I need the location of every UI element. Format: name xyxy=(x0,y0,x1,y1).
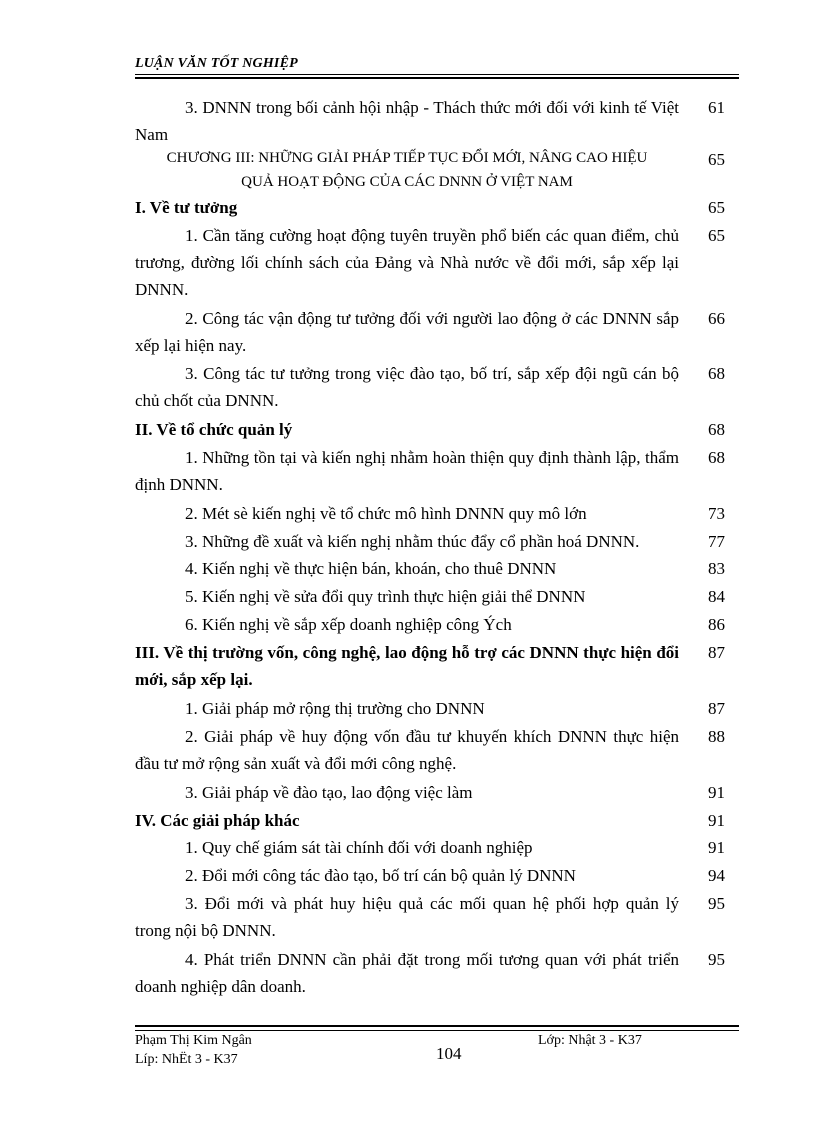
toc-entry-text: 4. Kiến nghị về thực hiện bán, khoán, cho thuê DNNN xyxy=(185,559,557,578)
toc-entry-page: 88 xyxy=(708,727,725,746)
toc-entry-page: 94 xyxy=(708,866,725,885)
toc-entry-page: 61 xyxy=(708,98,725,117)
toc-chapter-heading[interactable] xyxy=(135,146,725,194)
header-rule-thin xyxy=(135,74,739,75)
footer-class-right: Lớp: Nhật 3 - K37 xyxy=(538,1033,642,1048)
toc-entry-text: 2. Công tác vận động tư tưởng đối với người lao động ở các DNNN sắp xếp lại hiện nay. xyxy=(135,309,679,355)
toc-section-heading[interactable] xyxy=(135,639,725,693)
toc-entry-page: 86 xyxy=(708,615,725,634)
toc-entry-page: 95 xyxy=(708,950,725,969)
toc-entry-page: 87 xyxy=(708,699,725,718)
toc-entry[interactable] xyxy=(135,611,725,638)
toc-entry-text: II. Về tổ chức quản lý xyxy=(135,420,293,439)
toc-section-heading[interactable] xyxy=(135,807,725,834)
toc-entry-page: 91 xyxy=(708,838,725,857)
toc-entry-page: 91 xyxy=(708,783,725,802)
toc-entry[interactable] xyxy=(135,834,725,861)
toc-entry-page: 91 xyxy=(708,811,725,830)
toc-entry[interactable] xyxy=(135,779,725,806)
toc-entry[interactable] xyxy=(135,890,725,944)
toc-entry-text: 6. Kiến nghị về sắp xếp doanh nghiệp công Ých xyxy=(185,615,512,634)
toc-entry-text: 1. Quy chế giám sát tài chính đối với doanh nghiệp xyxy=(185,838,533,857)
toc-entry-text: III. Về thị trường vốn, công nghệ, lao động hỗ trợ các DNNN thực hiện đổi mới, sắp xếp lại. xyxy=(135,643,679,689)
toc-entry[interactable] xyxy=(135,500,725,527)
toc-entry-text: 3. Giải pháp về đào tạo, lao động việc làm xyxy=(185,783,473,802)
toc-entry-page: 65 xyxy=(708,198,725,217)
toc-entry-page: 68 xyxy=(708,420,725,439)
toc-entry[interactable] xyxy=(135,94,725,148)
footer-rule-thin xyxy=(135,1030,739,1031)
toc-entry-text: 3. DNNN trong bối cảnh hội nhập - Thách thức mới đối với kinh tế Việt Nam xyxy=(135,98,679,144)
toc-entry[interactable] xyxy=(135,946,725,1000)
toc-entry-page: 66 xyxy=(708,309,725,328)
toc-entry-text: IV. Các giải pháp khác xyxy=(135,811,300,830)
toc-entry-text: 1. Những tồn tại và kiến nghị nhằm hoàn thiện quy định thành lập, thẩm định DNNN. xyxy=(135,448,679,494)
toc-entry-text: 3. Công tác tư tưởng trong việc đào tạo, bố trí, sắp xếp đội ngũ cán bộ chủ chốt của DNNN. xyxy=(135,364,679,410)
header-rule-thick xyxy=(135,77,739,79)
toc-entry-text: 2. Giải pháp về huy động vốn đầu tư khuyến khích DNNN thực hiện đầu tư mở rộng sản xuất và đổi mới công nghệ. xyxy=(135,727,679,773)
toc-entry-page: 84 xyxy=(708,587,725,606)
toc-entry-text: CHƯƠNG III: NHỮNG GIẢI PHÁP TIẾP TỤC ĐỔI MỚI, NÂNG CAO HIỆU QUẢ HOẠT ĐỘNG CỦA CÁC DNNN Ở VIỆT NAM xyxy=(166,150,648,190)
toc-section-heading[interactable] xyxy=(135,194,725,221)
toc-entry-page: 87 xyxy=(708,643,725,662)
toc-entry[interactable] xyxy=(135,528,725,555)
toc-entry[interactable] xyxy=(135,360,725,414)
toc-entry-text: 3. Đổi mới và phát huy hiệu quả các mối quan hệ phối hợp quản lý trong nội bộ DNNN. xyxy=(135,894,679,940)
toc-entry-page: 77 xyxy=(708,532,725,551)
toc-entry-text: I. Về tư tưởng xyxy=(135,198,238,217)
toc-entry-text: 5. Kiến nghị về sửa đổi quy trình thực hiện giải thể DNNN xyxy=(185,587,586,606)
toc-entry[interactable] xyxy=(135,723,725,777)
document-header-title: LUẬN VĂN TỐT NGHIỆP xyxy=(135,56,298,71)
toc-entry-page: 68 xyxy=(708,448,725,467)
toc-entry-text: 1. Giải pháp mở rộng thị trường cho DNNN xyxy=(185,699,485,718)
footer-author: Phạm Thị Kim Ngân xyxy=(135,1033,252,1048)
toc-entry-text: 1. Cần tăng cường hoạt động tuyên truyền phổ biến các quan điểm, chủ trương, đường lối chính sách của Đảng và Nhà nước về đổi mới, sắp xếp lại DNNN. xyxy=(135,226,679,299)
toc-section-heading[interactable] xyxy=(135,416,725,443)
toc-entry[interactable] xyxy=(135,222,725,303)
toc-entry-page: 65 xyxy=(708,226,725,245)
footer-class-left: Líp: NhËt 3 - K37 xyxy=(135,1052,238,1067)
toc-entry[interactable] xyxy=(135,862,725,889)
toc-entry-text: 2. Mét sè kiến nghị về tổ chức mô hình DNNN quy mô lớn xyxy=(185,504,587,523)
toc-entry-page: 68 xyxy=(708,364,725,383)
toc-entry-page: 83 xyxy=(708,559,725,578)
toc-entry[interactable] xyxy=(135,695,725,722)
toc-entry-text: 2. Đổi mới công tác đào tạo, bố trí cán bộ quản lý DNNN xyxy=(185,866,576,885)
toc-entry-page: 73 xyxy=(708,504,725,523)
toc-entry-page: 95 xyxy=(708,894,725,913)
footer-rule-thick xyxy=(135,1025,739,1027)
toc-entry[interactable] xyxy=(135,444,725,498)
toc-entry-text: 4. Phát triển DNNN cần phải đặt trong mối tương quan với phát triển doanh nghiệp dân doanh. xyxy=(135,950,679,996)
toc-entry[interactable] xyxy=(135,583,725,610)
page-number: 104 xyxy=(436,1044,462,1063)
toc-entry[interactable] xyxy=(135,555,725,582)
toc-entry-page: 65 xyxy=(708,150,725,169)
toc-entry[interactable] xyxy=(135,305,725,359)
toc-entry-text: 3. Những đề xuất và kiến nghị nhằm thúc đẩy cổ phần hoá DNNN. xyxy=(185,532,640,551)
